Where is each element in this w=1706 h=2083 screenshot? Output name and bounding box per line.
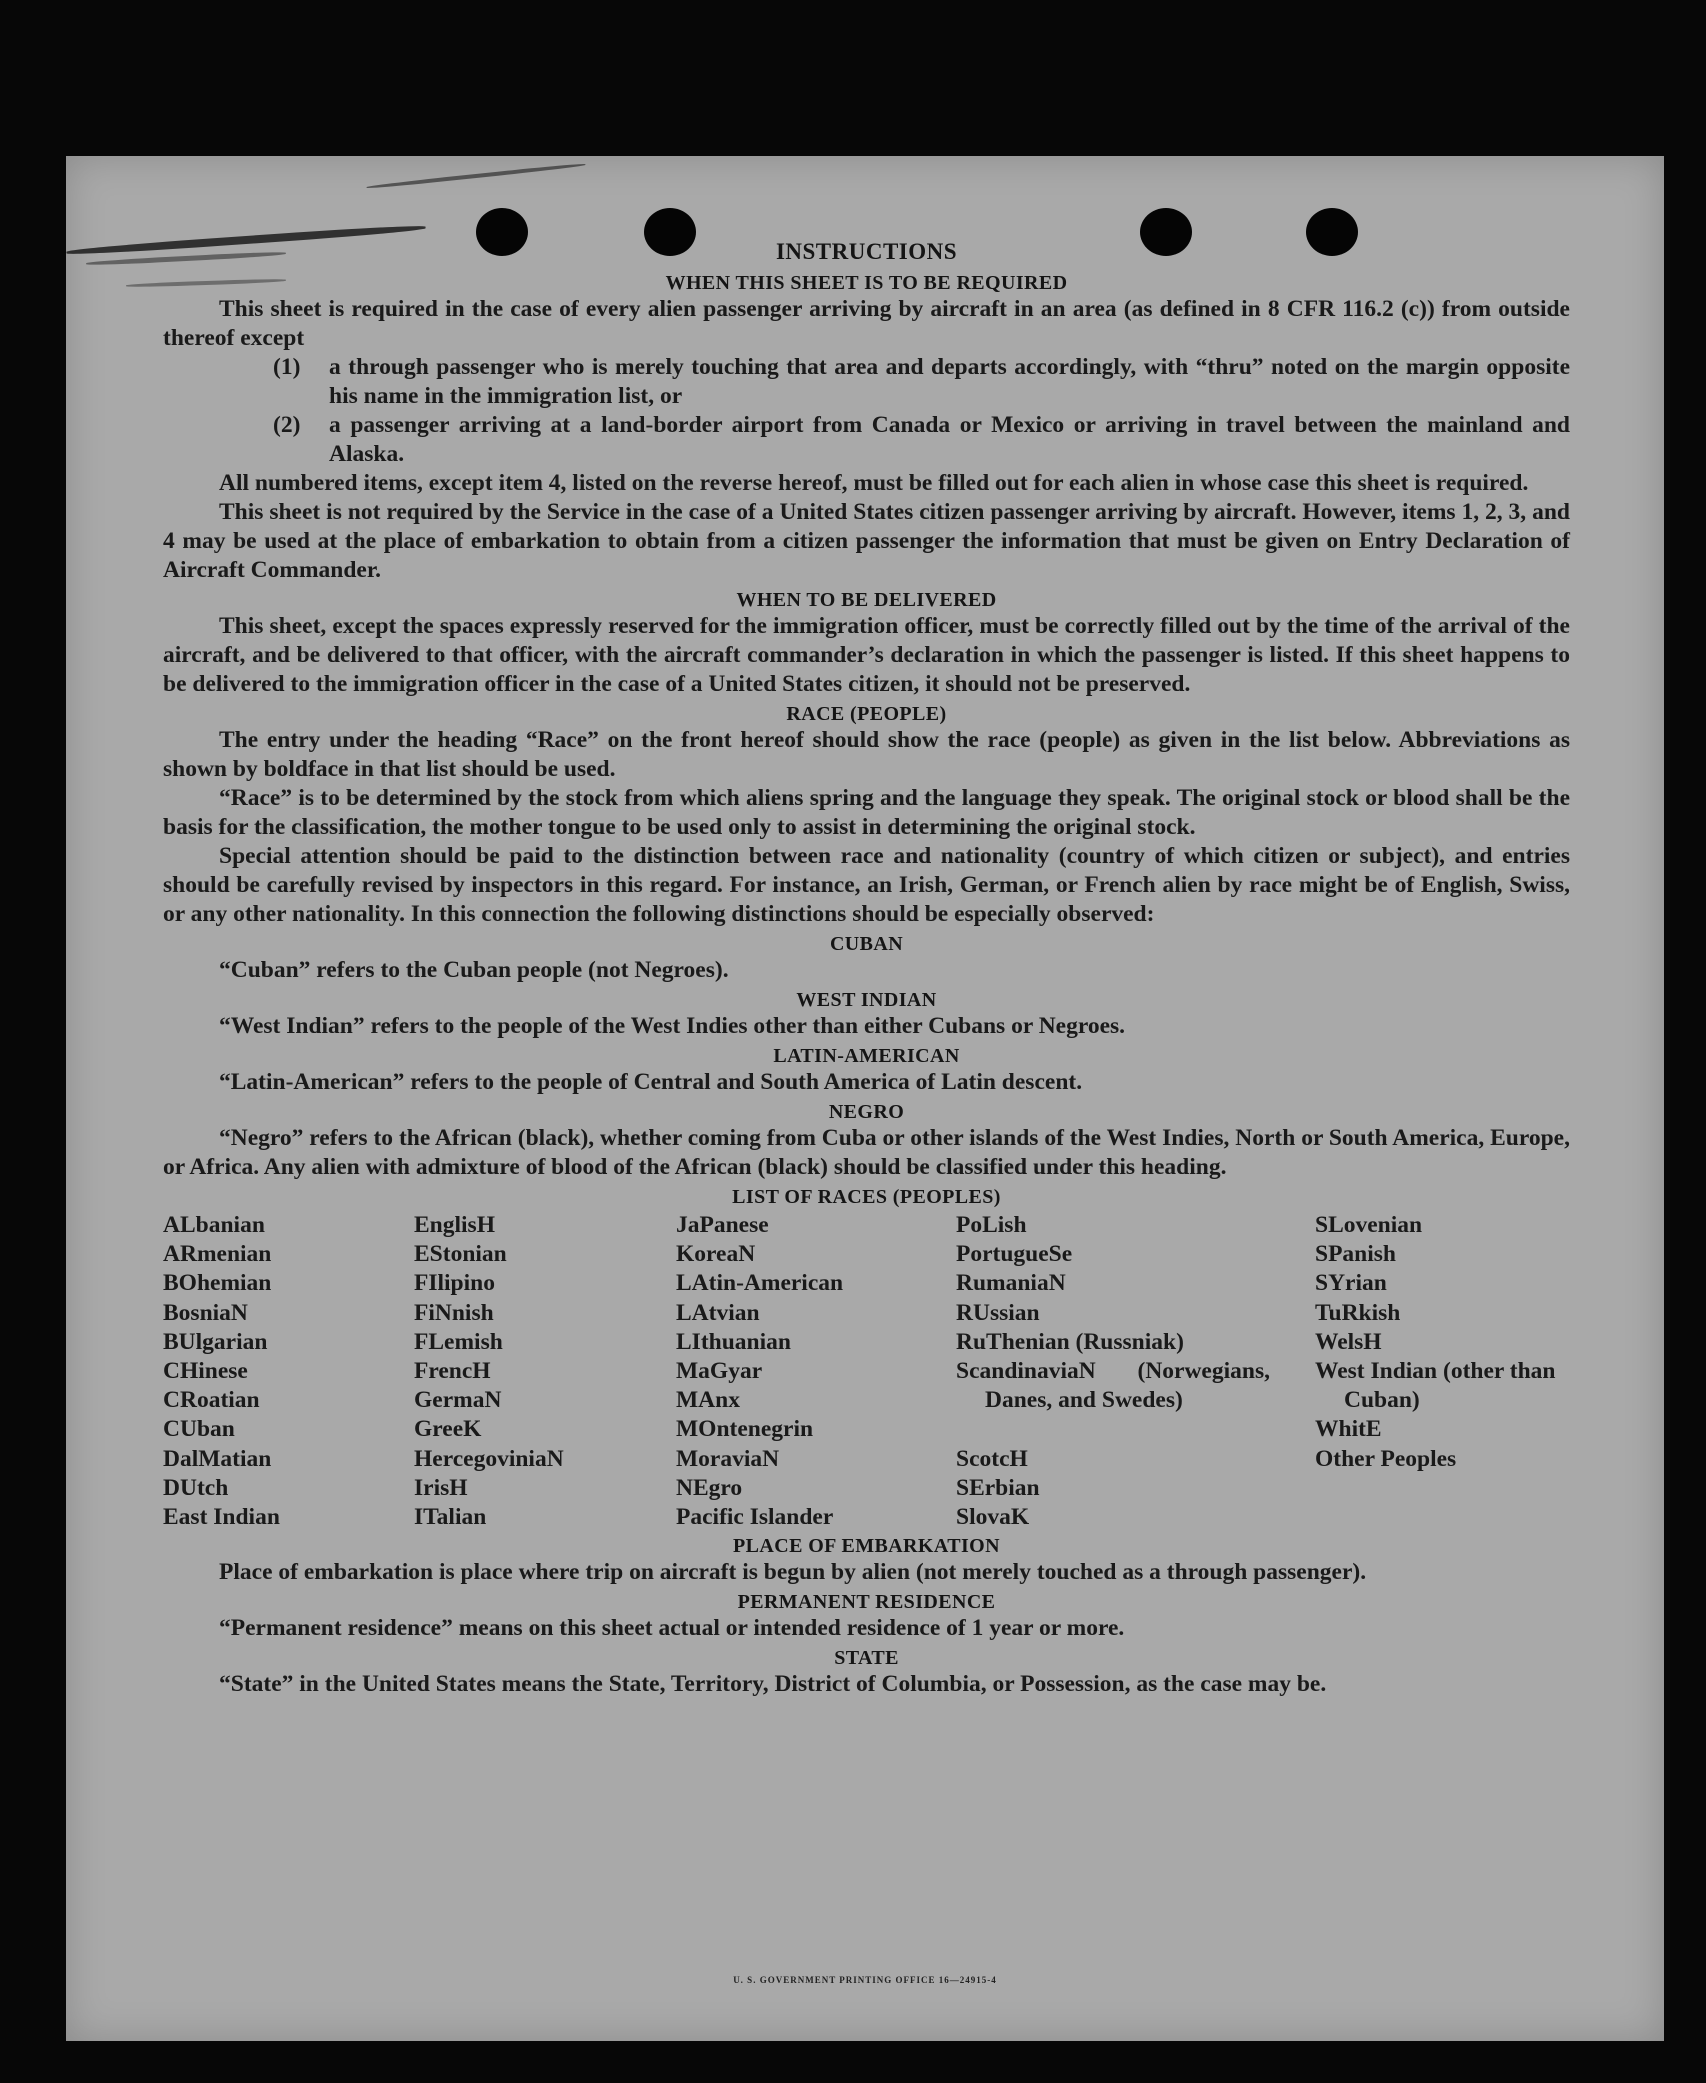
- race-entry: ScotcH: [956, 1445, 1028, 1472]
- paragraph: “Permanent residence” means on this sheet actual or intended residence of 1 year or more.: [219, 1615, 1125, 1641]
- races-column-1: [163, 1211, 403, 1532]
- race-entry: Other Peoples: [1315, 1445, 1457, 1472]
- race-entry: SErbian: [956, 1474, 1040, 1501]
- race-entry: DUtch: [163, 1474, 229, 1501]
- race-entry: FrencH: [414, 1358, 491, 1385]
- printing-office-footer: U. S. GOVERNMENT PRINTING OFFICE 16—24915-4: [733, 1975, 997, 1985]
- race-entry: ARmenian: [163, 1241, 272, 1268]
- paragraph: Place of embarkation is place where trip on aircraft is begun by alien (not merely touched as a through passenger).: [219, 1559, 1367, 1585]
- paragraph: This sheet is not required by the Service in the case of a United States citizen passenger arriving by aircraft. However, items 1, 2, 3, and 4 may be used at the place of embarkation to obtain from a citizen passenger the information that must be given on Entry Declaration of Aircraft Commander.: [163, 499, 1570, 583]
- race-entry: HercegoviniaN: [414, 1445, 564, 1472]
- race-entry: RumaniaN: [956, 1270, 1066, 1297]
- item-text: a passenger arriving at a land-border airport from Canada or Mexico or arriving in travel between the mainland and Alaska.: [329, 412, 1570, 467]
- race-entry: East Indian: [163, 1504, 280, 1531]
- heading-west-indian: WEST INDIAN: [796, 989, 937, 1011]
- race-entry: LAtin-American: [676, 1270, 844, 1297]
- heading-negro: NEGRO: [828, 1101, 905, 1123]
- race-entry: JaPanese: [676, 1212, 769, 1238]
- race-entry: MOntenegrin: [676, 1416, 814, 1443]
- race-entry: West Indian (other than Cuban): [1315, 1358, 1556, 1414]
- race-entry: BUlgarian: [163, 1328, 268, 1355]
- race-entry: FIlipino: [414, 1270, 495, 1297]
- item-number: (1): [273, 354, 301, 380]
- exception-item: [163, 353, 1570, 411]
- race-entry: MAnx: [676, 1387, 740, 1414]
- item-number: (2): [273, 412, 301, 438]
- races-column-5: [1315, 1211, 1570, 1474]
- heading-cuban: CUBAN: [829, 933, 904, 955]
- heading-list-of-races: LIST OF RACES (PEOPLES): [732, 1186, 1001, 1208]
- races-list: [163, 1211, 1570, 1531]
- heading-when-required: WHEN THIS SHEET IS TO BE REQUIRED: [665, 272, 1068, 294]
- race-entry: LAtvian: [676, 1299, 760, 1326]
- race-entry: Pacific Islander: [676, 1504, 834, 1531]
- heading-latin-american: LATIN-AMERICAN: [773, 1045, 960, 1067]
- paragraph: “State” in the United States means the State, Territory, District of Columbia, or Possession, as the case may be.: [219, 1671, 1327, 1697]
- race-entry: MoraviaN: [676, 1445, 780, 1472]
- race-entry: GreeK: [414, 1416, 482, 1443]
- document-title: INSTRUCTIONS: [775, 239, 958, 264]
- race-entry: IrisH: [414, 1474, 468, 1501]
- paragraph: Special attention should be paid to the distinction between race and nationality (country of which citizen or subject), and entries should be carefully revised by inspectors in this regard. For instance, an Irish, German, or French alien by race might be of English, Swiss, or any other nationality. In this connection the following distinctions should be especially observed:: [163, 843, 1570, 927]
- paragraph: “Latin-American” refers to the people of Central and South America of Latin descent.: [219, 1069, 1083, 1095]
- race-entry: DalMatian: [163, 1445, 272, 1472]
- paragraph: This sheet, except the spaces expressly reserved for the immigration officer, must be correctly filled out by the time of the arrival of the aircraft, and be delivered to that officer, with the aircraft commander’s declaration in which the passenger is listed. If this sheet happens to be delivered to the immigration officer in the case of a United States citizen, it should not be preserved.: [163, 613, 1570, 697]
- heading-embarkation: PLACE OF EMBARKATION: [733, 1535, 1000, 1557]
- paragraph: “Race” is to be determined by the stock from which aliens spring and the language they speak. The original stock or blood shall be the basis for the classification, the mother tongue to be used only to assist in determining the original stock.: [163, 785, 1570, 840]
- heading-when-delivered: WHEN TO BE DELIVERED: [736, 589, 997, 611]
- paragraph: This sheet is required in the case of every alien passenger arriving by aircraft in an area (as defined in 8 CFR 116.2 (c)) from outside thereof except: [163, 296, 1570, 351]
- paragraph: “Negro” refers to the African (black), whether coming from Cuba or other islands of the West Indies, North or South America, Europe, or Africa. Any alien with admixture of blood of the African (black) should be classified under this heading.: [163, 1125, 1570, 1180]
- race-entry: BOhemian: [163, 1270, 272, 1297]
- race-entry: PortugueSe: [956, 1241, 1073, 1268]
- race-entry: LIthuanian: [676, 1328, 791, 1355]
- race-entry: ALbanian: [163, 1212, 265, 1238]
- heading-permanent-residence: PERMANENT RESIDENCE: [737, 1591, 996, 1613]
- race-entry: WhitE: [1315, 1416, 1382, 1443]
- paragraph: All numbered items, except item 4, listed on the reverse hereof, must be filled out for each alien in whose case this sheet is required.: [219, 470, 1529, 496]
- ink-smudge: [366, 163, 585, 190]
- race-entry: NEgro: [676, 1474, 743, 1501]
- race-entry: CUban: [163, 1416, 235, 1443]
- race-entry: SLovenian: [1315, 1212, 1423, 1238]
- heading-state: STATE: [834, 1647, 899, 1669]
- exception-item: [163, 411, 1570, 469]
- race-entry: FiNnish: [414, 1299, 494, 1326]
- race-entry: SYrian: [1315, 1270, 1387, 1297]
- race-entry: SlovaK: [956, 1504, 1030, 1531]
- race-entry: EStonian: [414, 1241, 507, 1268]
- heading-race: RACE (PEOPLE): [786, 703, 947, 725]
- race-entry: CRoatian: [163, 1387, 260, 1414]
- race-entry: ITalian: [414, 1504, 487, 1531]
- paragraph: “Cuban” refers to the Cuban people (not Negroes).: [219, 957, 729, 983]
- race-entry: MaGyar: [676, 1358, 763, 1385]
- race-entry: KoreaN: [676, 1241, 756, 1268]
- race-entry: BosniaN: [163, 1299, 248, 1326]
- race-entry: GermaN: [414, 1387, 502, 1414]
- paragraph: “West Indian” refers to the people of the West Indies other than either Cubans or Negroes.: [219, 1013, 1126, 1039]
- instructions-content: [163, 236, 1570, 1699]
- race-entry: WelsH: [1315, 1328, 1382, 1355]
- race-entry: EnglisH: [414, 1212, 495, 1238]
- race-entry: PoLish: [956, 1212, 1027, 1238]
- race-entry: SPanish: [1315, 1241, 1396, 1268]
- item-text: a through passenger who is merely touching that area and departs accordingly, with “thru” noted on the margin opposite his name in the immigration list, or: [329, 354, 1570, 409]
- race-entry: RUssian: [956, 1299, 1040, 1326]
- race-entry: RuThenian (Russniak): [956, 1328, 1184, 1355]
- races-column-2: [414, 1211, 654, 1532]
- races-column-4: [956, 1211, 1270, 1532]
- document-page: [66, 156, 1664, 2041]
- race-entry: FLemish: [414, 1328, 503, 1355]
- races-column-3: [676, 1211, 936, 1532]
- race-entry: ScandinaviaN (Norwegians, Danes, and Swedes): [956, 1358, 1270, 1414]
- race-entry: TuRkish: [1315, 1299, 1401, 1326]
- race-entry: CHinese: [163, 1358, 248, 1385]
- paragraph: The entry under the heading “Race” on the front hereof should show the race (people) as given in the list below. Abbreviations as shown by boldface in that list should be used.: [163, 727, 1570, 782]
